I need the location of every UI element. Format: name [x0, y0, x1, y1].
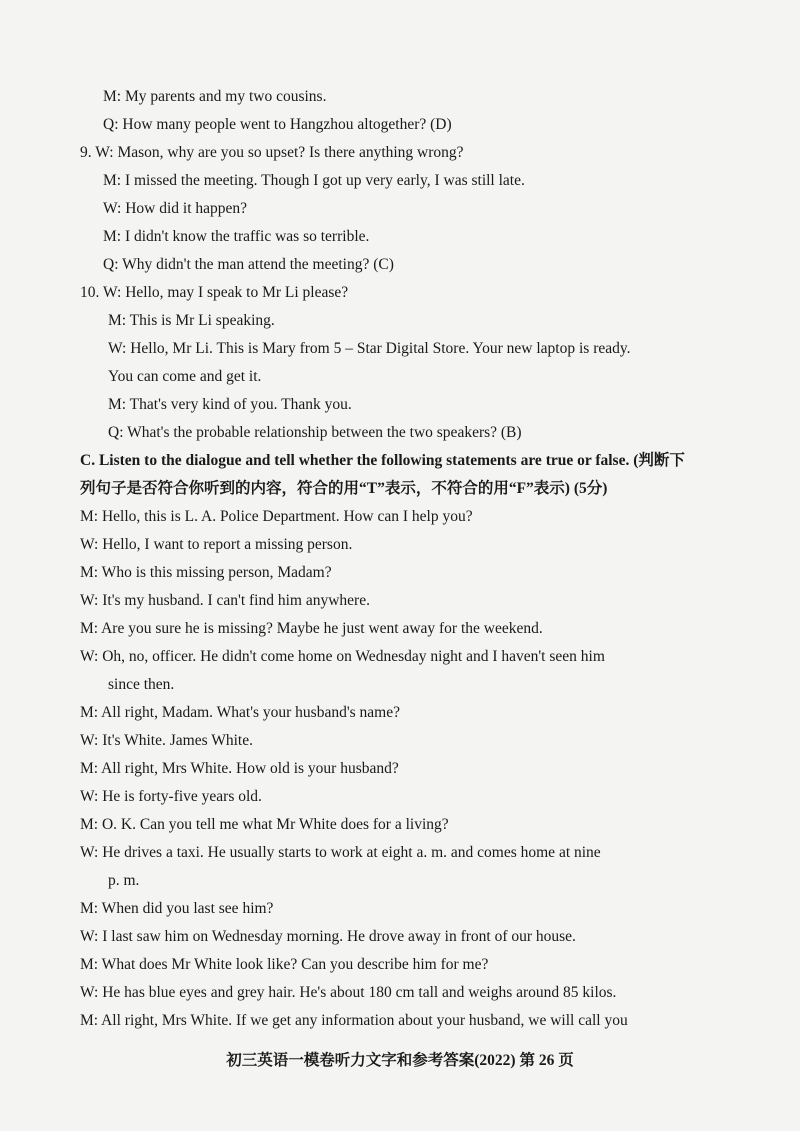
transcript-line: M: I didn't know the traffic was so terrible. — [103, 228, 370, 245]
section-heading: C. Listen to the dialogue and tell whether the following statements are true or false. (判断下 — [80, 452, 685, 469]
transcript-line: M: My parents and my two cousins. — [103, 88, 327, 105]
page-footer: 初三英语一模卷听力文字和参考答案(2022) 第 26 页 — [226, 1052, 574, 1069]
transcript-line: W: It's White. James White. — [80, 732, 253, 749]
transcript-line: You can come and get it. — [108, 368, 262, 385]
transcript-line: M: O. K. Can you tell me what Mr White does for a living? — [80, 816, 449, 833]
transcript-line: M: All right, Madam. What's your husband's name? — [80, 704, 400, 721]
transcript-line: W: He drives a taxi. He usually starts to work at eight a. m. and comes home at nine — [80, 844, 601, 861]
transcript-line: M: Are you sure he is missing? Maybe he just went away for the weekend. — [80, 620, 543, 637]
transcript-line: W: He is forty-five years old. — [80, 788, 262, 805]
transcript-line: W: Hello, Mr Li. This is Mary from 5 – Star Digital Store. Your new laptop is ready. — [108, 340, 631, 357]
transcript-line: M: All right, Mrs White. If we get any information about your husband, we will call you — [80, 1012, 628, 1029]
transcript-line: M: That's very kind of you. Thank you. — [108, 396, 352, 413]
transcript-line: 9. W: Mason, why are you so upset? Is there anything wrong? — [80, 144, 464, 161]
transcript-line: 10. W: Hello, may I speak to Mr Li please? — [80, 284, 349, 301]
transcript-line: W: Hello, I want to report a missing person. — [80, 536, 353, 553]
transcript-line: M: Who is this missing person, Madam? — [80, 564, 332, 581]
transcript-line: Q: How many people went to Hangzhou altogether? (D) — [103, 116, 452, 133]
transcript-line: M: Hello, this is L. A. Police Department. How can I help you? — [80, 508, 473, 525]
transcript-line: since then. — [108, 676, 175, 693]
transcript-line: M: When did you last see him? — [80, 900, 274, 917]
transcript-line: W: I last saw him on Wednesday morning. He drove away in front of our house. — [80, 928, 576, 945]
transcript-line: Q: Why didn't the man attend the meeting? (C) — [103, 256, 394, 273]
transcript-line: W: It's my husband. I can't find him anywhere. — [80, 592, 370, 609]
transcript-line: M: What does Mr White look like? Can you describe him for me? — [80, 956, 489, 973]
transcript-line: M: All right, Mrs White. How old is your husband? — [80, 760, 399, 777]
transcript-line: p. m. — [108, 872, 140, 889]
transcript-line: W: How did it happen? — [103, 200, 248, 217]
transcript-line: Q: What's the probable relationship between the two speakers? (B) — [108, 424, 522, 441]
transcript-line: W: Oh, no, officer. He didn't come home on Wednesday night and I haven't seen him — [80, 648, 605, 665]
transcript-line: M: I missed the meeting. Though I got up very early, I was still late. — [103, 172, 525, 189]
transcript-line: W: He has blue eyes and grey hair. He's about 180 cm tall and weighs around 85 kilos. — [80, 984, 617, 1001]
transcript-line: M: This is Mr Li speaking. — [108, 312, 275, 329]
section-heading-continued: 列句子是否符合你听到的内容，符合的用“T”表示，不符合的用“F”表示) (5分) — [80, 480, 608, 497]
